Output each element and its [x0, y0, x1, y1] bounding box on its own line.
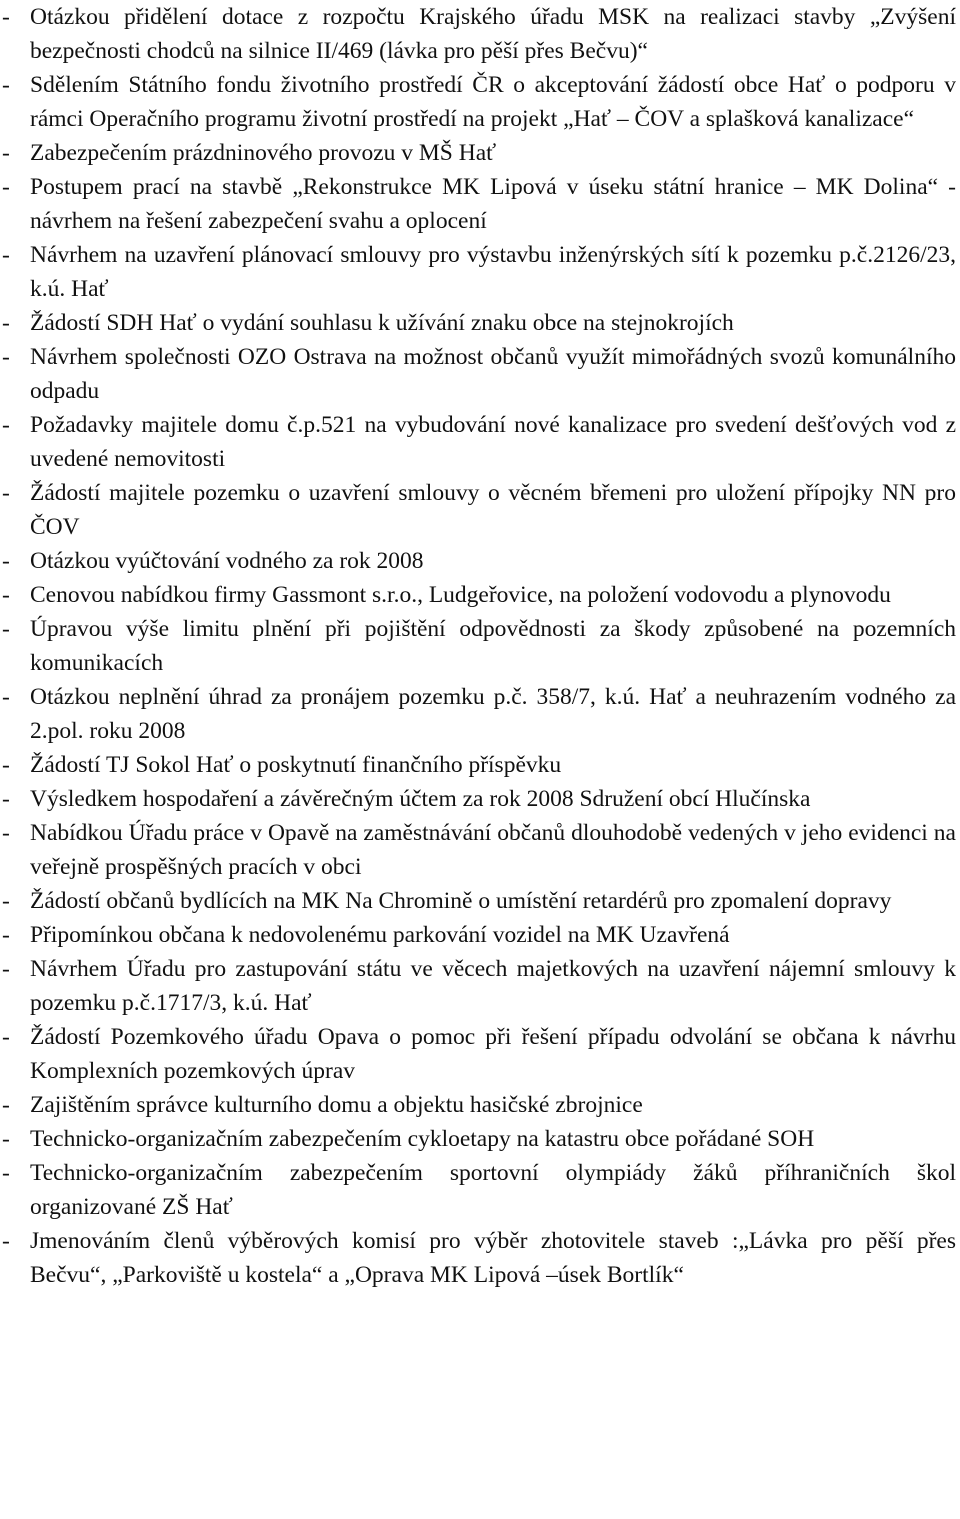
- bullet-dash: -: [2, 242, 10, 268]
- list-item: [0, 340, 956, 408]
- list-item-text: Žádostí občanů bydlících na MK Na Chromině o umístění retardérů pro zpomalení dopravy: [30, 888, 892, 914]
- bullet-dash: -: [2, 140, 10, 166]
- bullet-dash: -: [2, 888, 10, 914]
- list-item: [0, 136, 956, 170]
- list-item-text: Postupem prací na stavbě „Rekonstrukce MK Lipová v úseku státní hranice – MK Dolina“ - návrhem na řešení zabezpečení svahu a oplocení: [30, 174, 956, 234]
- list-item-text: Žádostí majitele pozemku o uzavření smlouvy o věcném břemeni pro uložení přípojky NN pro ČOV: [30, 480, 956, 540]
- list-item: [0, 1088, 956, 1122]
- list-item-text: Zabezpečením prázdninového provozu v MŠ Hať: [30, 140, 497, 166]
- bullet-dash: -: [2, 4, 10, 30]
- list-item: [0, 748, 956, 782]
- bullet-dash: -: [2, 820, 10, 846]
- list-item: [0, 680, 956, 748]
- list-item: [0, 612, 956, 680]
- list-item: [0, 884, 956, 918]
- bullet-dash: -: [2, 582, 10, 608]
- bullet-dash: -: [2, 786, 10, 812]
- list-item-text: Návrhem Úřadu pro zastupování státu ve věcech majetkových na uzavření nájemní smlouvy k pozemku p.č.1717/3, k.ú. Hať: [30, 956, 956, 1016]
- list-item-text: Připomínkou občana k nedovolenému parkování vozidel na MK Uzavřená: [30, 922, 730, 948]
- bullet-dash: -: [2, 72, 10, 98]
- list-item: [0, 578, 956, 612]
- bullet-dash: -: [2, 1160, 10, 1186]
- bullet-dash: -: [2, 412, 10, 438]
- bullet-dash: -: [2, 480, 10, 506]
- list-item-text: Žádostí Pozemkového úřadu Opava o pomoc při řešení případu odvolání se občana k návrhu Komplexních pozemkových úprav: [30, 1024, 956, 1084]
- bullet-dash: -: [2, 956, 10, 982]
- bullet-dash: -: [2, 752, 10, 778]
- list-item-text: Technicko-organizačním zabezpečením sportovní olympiády žáků příhraničních škol organizované ZŠ Hať: [30, 1160, 956, 1220]
- list-item: [0, 918, 956, 952]
- list-item-text: Jmenováním členů výběrových komisí pro výběr zhotovitele staveb :„Lávka pro pěší přes Bečvu“, „Parkoviště u kostela“ a „Oprava MK Lipová –úsek Bortlík“: [30, 1228, 956, 1288]
- list-item: [0, 238, 956, 306]
- list-item: [0, 1020, 956, 1088]
- list-item: [0, 170, 956, 238]
- list-item: [0, 782, 956, 816]
- list-item: [0, 476, 956, 544]
- list-item: [0, 1224, 956, 1292]
- bullet-dash: -: [2, 1024, 10, 1050]
- list-item: [0, 544, 956, 578]
- list-item: [0, 408, 956, 476]
- list-item-text: Sdělením Státního fondu životního prostředí ČR o akceptování žádostí obce Hať o podporu v rámci Operačního programu životní prostředí na projekt „Hať – ČOV a splašková kanalizace“: [30, 72, 956, 132]
- list-item-text: Technicko-organizačním zabezpečením cykloetapy na katastru obce pořádané SOH: [30, 1126, 815, 1152]
- bullet-dash: -: [2, 922, 10, 948]
- list-item-text: Žádostí SDH Hať o vydání souhlasu k užívání znaku obce na stejnokrojích: [30, 310, 734, 336]
- bullet-dash: -: [2, 174, 10, 200]
- bullet-dash: -: [2, 548, 10, 574]
- list-item: [0, 816, 956, 884]
- list-item: [0, 68, 956, 136]
- bullet-dash: -: [2, 1228, 10, 1254]
- list-item: [0, 306, 956, 340]
- list-item-text: Požadavky majitele domu č.p.521 na vybudování nové kanalizace pro svedení dešťových vod z uvedené nemovitosti: [30, 412, 956, 472]
- list-item: [0, 952, 956, 1020]
- list-item-text: Otázkou vyúčtování vodného za rok 2008: [30, 548, 424, 574]
- list-item-text: Návrhem na uzavření plánovací smlouvy pro výstavbu inženýrských sítí k pozemku p.č.2126/23, k.ú. Hať: [30, 242, 956, 302]
- list-item: [0, 1122, 956, 1156]
- list-item-text: Otázkou přidělení dotace z rozpočtu Krajského úřadu MSK na realizaci stavby „Zvýšení bezpečnosti chodců na silnice II/469 (lávka pro pěší přes Bečvu)“: [30, 4, 956, 64]
- list-item-text: Návrhem společnosti OZO Ostrava na možnost občanů využít mimořádných svozů komunálního odpadu: [30, 344, 956, 404]
- list-item-text: Otázkou neplnění úhrad za pronájem pozemku p.č. 358/7, k.ú. Hať a neuhrazením vodného za 2.pol. roku 2008: [30, 684, 956, 744]
- list-item-text: Zajištěním správce kulturního domu a objektu hasičské zbrojnice: [30, 1092, 643, 1118]
- list-item-text: Úpravou výše limitu plnění při pojištění odpovědnosti za škody způsobené na pozemních komunikacích: [30, 616, 956, 676]
- list-item-text: Cenovou nabídkou firmy Gassmont s.r.o., Ludgeřovice, na položení vodovodu a plynovodu: [30, 582, 891, 608]
- list-item-text: Žádostí TJ Sokol Hať o poskytnutí finančního příspěvku: [30, 752, 562, 778]
- bullet-dash: -: [2, 1092, 10, 1118]
- list-item: [0, 0, 956, 68]
- list-item: [0, 1156, 956, 1224]
- bullet-dash: -: [2, 616, 10, 642]
- bullet-dash: -: [2, 1126, 10, 1152]
- bullet-dash: -: [2, 684, 10, 710]
- list-item-text: Nabídkou Úřadu práce v Opavě na zaměstnávání občanů dlouhodobě vedených v jeho evidenci na veřejně prospěšných pracích v obci: [30, 820, 956, 880]
- bullet-dash: -: [2, 310, 10, 336]
- list-item-text: Výsledkem hospodaření a závěrečným účtem za rok 2008 Sdružení obcí Hlučínska: [30, 786, 811, 812]
- bullet-dash: -: [2, 344, 10, 370]
